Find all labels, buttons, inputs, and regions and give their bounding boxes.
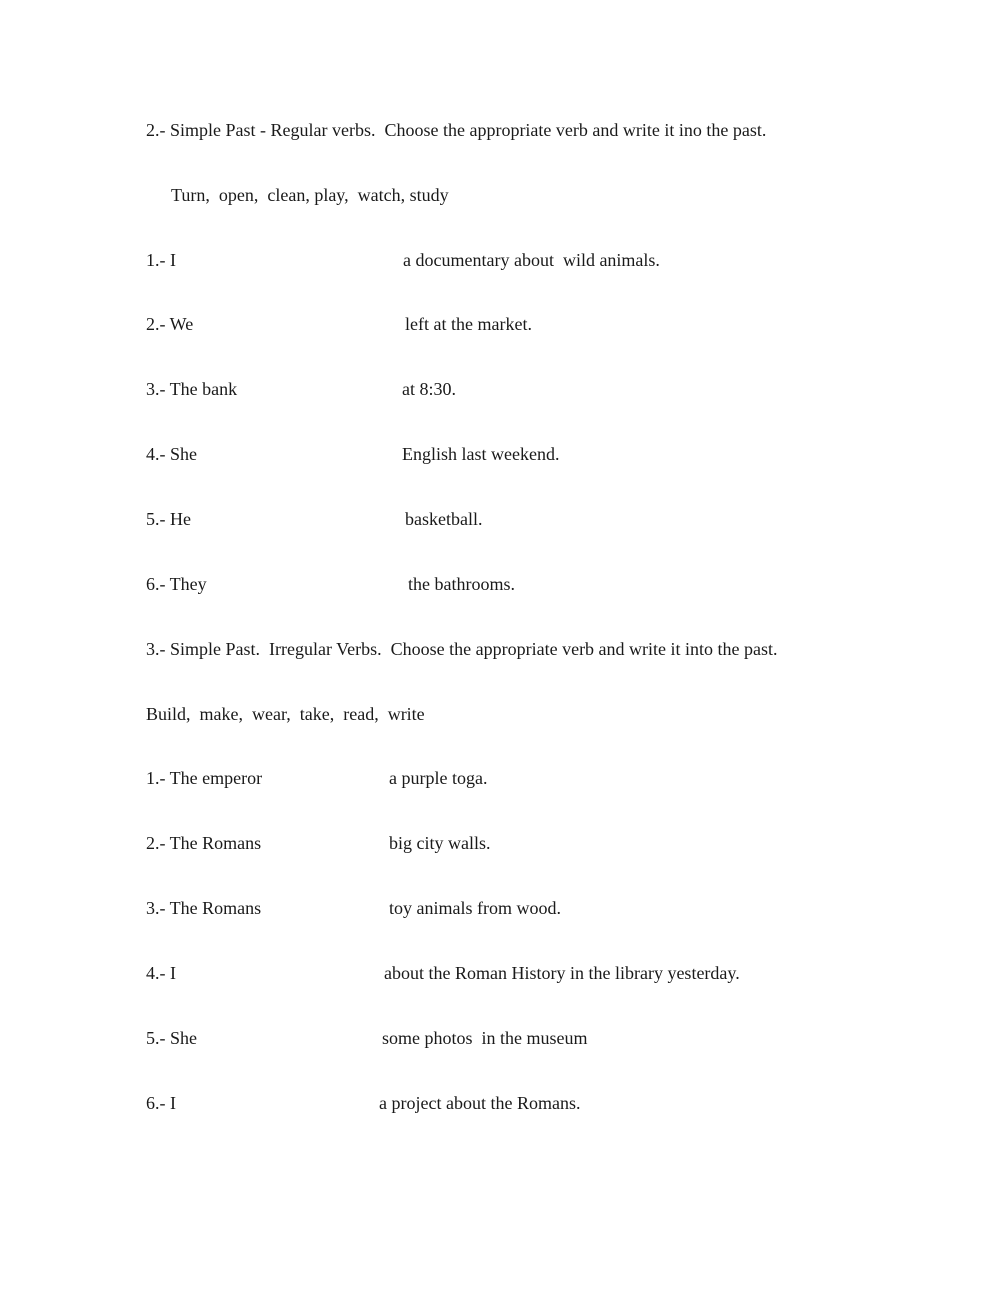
s3-item-5-start: 5.- She (146, 1028, 197, 1048)
s2-item-3-start: 3.- The bank (146, 379, 238, 399)
s2-item-6-start: 6.- They (146, 574, 207, 594)
s3-item-2-end: big city walls. (389, 833, 491, 853)
s2-item-1-end: a documentary about wild animals. (403, 250, 660, 270)
s2-item-5-start: 5.- He (146, 509, 191, 529)
s2-item-4-end: English last weekend. (402, 444, 560, 464)
s3-item-2-start: 2.- The Romans (146, 833, 262, 853)
s3-item-1-start: 1.- The emperor (146, 768, 263, 788)
s3-item-4-end: about the Roman History in the library yesterday. (384, 963, 740, 983)
s2-item-3-end: at 8:30. (402, 379, 456, 399)
section-2-word-bank: Turn, open, clean, play, watch, study (171, 185, 449, 205)
s3-item-5-end: some photos in the museum (382, 1028, 588, 1048)
s3-item-6-start: 6.- I (146, 1093, 176, 1113)
s2-item-2-end: left at the market. (405, 314, 532, 334)
s3-item-6-end: a project about the Romans. (379, 1093, 581, 1113)
s3-item-3-start: 3.- The Romans (146, 898, 262, 918)
s3-item-1-end: a purple toga. (389, 768, 488, 788)
s2-item-4-start: 4.- She (146, 444, 197, 464)
s2-item-1-start: 1.- I (146, 250, 176, 270)
s2-item-6-end: the bathrooms. (408, 574, 515, 594)
section-3-heading: 3.- Simple Past. Irregular Verbs. Choose the appropriate verb and write it into the past. (146, 639, 778, 659)
s2-item-5-end: basketball. (405, 509, 483, 529)
section-2-heading: 2.- Simple Past - Regular verbs. Choose the appropriate verb and write it ino the past. (146, 120, 767, 140)
s2-item-2-start: 2.- We (146, 314, 194, 334)
s3-item-3-end: toy animals from wood. (389, 898, 561, 918)
section-3-word-bank: Build, make, wear, take, read, write (146, 704, 425, 724)
s3-item-4-start: 4.- I (146, 963, 176, 983)
